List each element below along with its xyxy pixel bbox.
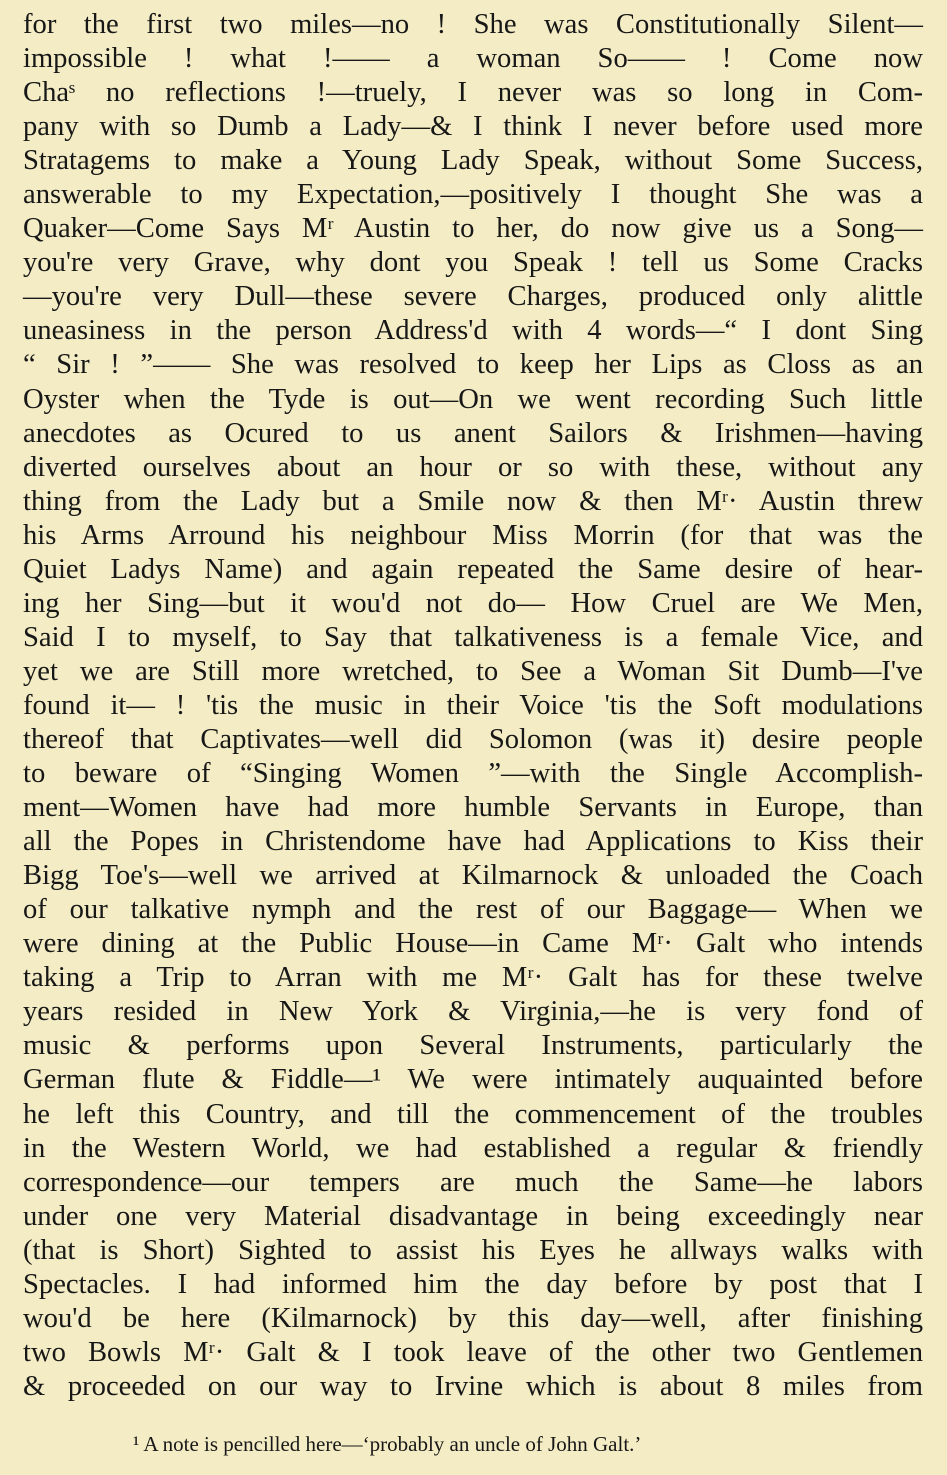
text-line: found it— ! 'tis the music in their Voice 'tis the Soft modulations xyxy=(23,689,923,721)
text-line: under one very Material disadvantage in being exceedingly near xyxy=(23,1200,923,1232)
text-line: to beware of “Singing Women ”—with the Single Accomplish- xyxy=(23,758,923,790)
text-line: Stratagems to make a Young Lady Speak, without Some Success, xyxy=(23,145,923,177)
text-line: two Bowls Mʳ· Galt & I took leave of the other two Gentlemen xyxy=(23,1336,923,1368)
document-page xyxy=(23,8,923,1468)
text-line: (that is Short) Sighted to assist his Eyes he allways walks with xyxy=(23,1234,923,1266)
text-line: thereof that Captivates—well did Solomon (was it) desire people xyxy=(23,723,923,755)
text-line: taking a Trip to Arran with me Mʳ· Galt has for these twelve xyxy=(23,962,923,994)
body-text xyxy=(23,8,923,1404)
text-line: you're very Grave, why dont you Speak ! tell us Some Cracks xyxy=(23,247,923,279)
text-line: —you're very Dull—these severe Charges, produced only alittle xyxy=(23,281,923,313)
text-line: anecdotes as Ocured to us anent Sailors & Irishmen—having xyxy=(23,417,923,449)
text-line: thing from the Lady but a Smile now & then Mʳ· Austin threw xyxy=(23,485,923,517)
text-line: music & performs upon Several Instruments, particularly the xyxy=(23,1030,923,1062)
text-line: of our talkative nymph and the rest of our Baggage— When we xyxy=(23,894,923,926)
text-line: answerable to my Expectation,—positively I thought She was a xyxy=(23,179,923,211)
text-line: Oyster when the Tyde is out—On we went recording Such little xyxy=(23,383,923,415)
footnote: ¹ A note is pencilled here—‘probably an uncle of John Galt.’ xyxy=(133,1432,642,1456)
text-line: yet we are Still more wretched, to See a Woman Sit Dumb—I've xyxy=(23,655,923,687)
text-line: Spectacles. I had informed him the day before by post that I xyxy=(23,1268,923,1300)
text-line: all the Popes in Christendome have had Applications to Kiss their xyxy=(23,826,923,858)
text-line: Quaker—Come Says Mʳ Austin to her, do now give us a Song— xyxy=(23,213,923,245)
text-line: ment—Women have had more humble Servants in Europe, than xyxy=(23,792,923,824)
text-line: “ Sir ! ”—— She was resolved to keep her Lips as Closs as an xyxy=(23,349,923,381)
text-line: were dining at the Public House—in Came Mʳ· Galt who intends xyxy=(23,928,923,960)
text-line: wou'd be here (Kilmarnock) by this day—well, after finishing xyxy=(23,1302,923,1334)
text-line: uneasiness in the person Address'd with 4 words—“ I dont Sing xyxy=(23,315,923,347)
text-line: Chaˢ no reflections !—truely, I never was so long in Com- xyxy=(23,77,923,109)
text-line: Bigg Toe's—well we arrived at Kilmarnock & unloaded the Coach xyxy=(23,860,923,892)
text-line: impossible ! what !—— a woman So—— ! Come now xyxy=(23,43,923,75)
text-line: years resided in New York & Virginia,—he is very fond of xyxy=(23,996,923,1028)
text-line: diverted ourselves about an hour or so with these, without any xyxy=(23,451,923,483)
text-line: ing her Sing—but it wou'd not do— How Cruel are We Men, xyxy=(23,587,923,619)
text-line: Said I to myself, to Say that talkativeness is a female Vice, and xyxy=(23,621,923,653)
text-line: German flute & Fiddle—¹ We were intimately auquainted before xyxy=(23,1064,923,1096)
text-line: & proceeded on our way to Irvine which is about 8 miles from xyxy=(23,1370,923,1402)
text-line: he left this Country, and till the commencement of the troubles xyxy=(23,1098,923,1130)
text-line: for the first two miles—no ! She was Constitutionally Silent— xyxy=(23,9,923,40)
text-line: in the Western World, we had established a regular & friendly xyxy=(23,1132,923,1164)
text-line: correspondence—our tempers are much the Same—he labors xyxy=(23,1166,923,1198)
text-line: Quiet Ladys Name) and again repeated the Same desire of hear- xyxy=(23,553,923,585)
text-line: pany with so Dumb a Lady—& I think I never before used more xyxy=(23,111,923,143)
text-line: his Arms Arround his neighbour Miss Morrin (for that was the xyxy=(23,519,923,551)
